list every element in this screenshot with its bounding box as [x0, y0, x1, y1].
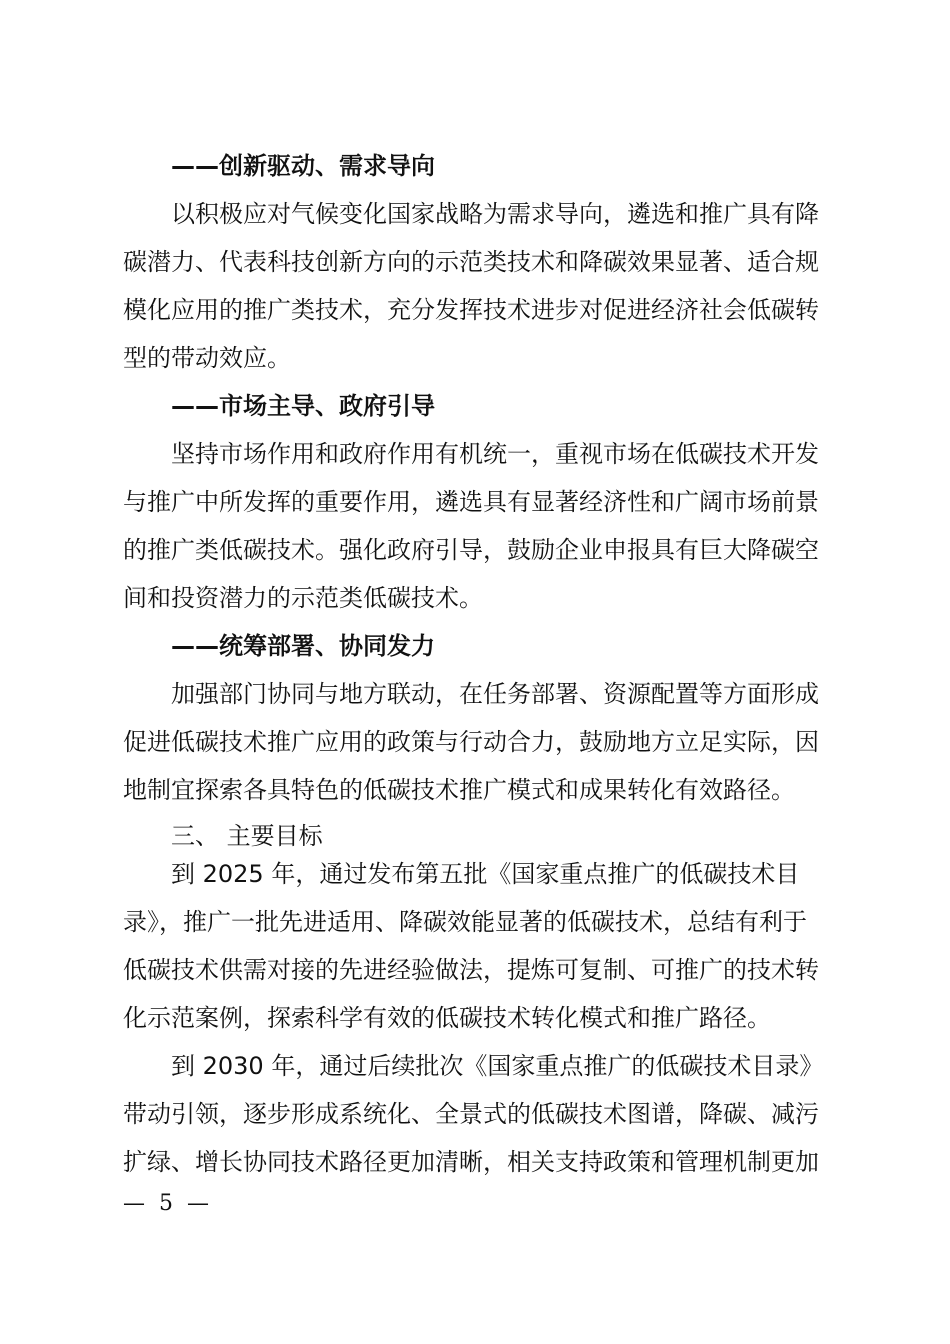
page-number: — 5 — — [123, 1191, 209, 1216]
paragraph-line: 促进低碳技术推广应用的政策与行动合力，鼓励地方立足实际，因 — [123, 728, 819, 756]
paragraph-line: 型的带动效应。 — [123, 344, 291, 372]
paragraph-line: 的推广类低碳技术。强化政府引导，鼓励企业申报具有巨大降碳空 — [123, 536, 819, 564]
paragraph-line: 加强部门协同与地方联动，在任务部署、资源配置等方面形成 — [171, 680, 819, 708]
paragraph-line: 扩绿、增长协同技术路径更加清晰，相关支持政策和管理机制更加 — [123, 1148, 819, 1176]
paragraph-line: 带动引领，逐步形成系统化、全景式的低碳技术图谱，降碳、减污 — [123, 1100, 819, 1128]
paragraph-line: 间和投资潜力的示范类低碳技术。 — [123, 584, 483, 612]
paragraph-line: 坚持市场作用和政府作用有机统一，重视市场在低碳技术开发 — [171, 440, 819, 468]
paragraph-line: 化示范案例，探索科学有效的低碳技术转化模式和推广路径。 — [123, 1004, 771, 1032]
paragraph-line: 碳潜力、代表科技创新方向的示范类技术和降碳效果显著、适合规 — [123, 248, 819, 276]
heading-innovation-driven: ——创新驱动、需求导向 — [171, 152, 435, 180]
paragraph-line: 录》，推广一批先进适用、降碳效能显著的低碳技术，总结有利于 — [123, 908, 807, 936]
paragraph-line: 地制宜探索各具特色的低碳技术推广模式和成果转化有效路径。 — [123, 776, 795, 804]
paragraph-line: 与推广中所发挥的重要作用，遴选具有显著经济性和广阔市场前景 — [123, 488, 819, 516]
paragraph-line: 以积极应对气候变化国家战略为需求导向，遴选和推广具有降 — [171, 200, 819, 228]
paragraph-line: 到 2030 年，通过后续批次《国家重点推广的低碳技术目录》 — [171, 1052, 824, 1080]
paragraph-line: 到 2025 年，通过发布第五批《国家重点推广的低碳技术目 — [171, 860, 800, 888]
heading-market-led: ——市场主导、政府引导 — [171, 392, 435, 420]
heading-coordinated-deployment: ——统筹部署、协同发力 — [171, 632, 435, 660]
paragraph-line: 模化应用的推广类技术，充分发挥技术进步对促进经济社会低碳转 — [123, 296, 819, 324]
section-heading-main-goals: 三、 主要目标 — [171, 822, 323, 850]
paragraph-line: 低碳技术供需对接的先进经验做法，提炼可复制、可推广的技术转 — [123, 956, 819, 984]
